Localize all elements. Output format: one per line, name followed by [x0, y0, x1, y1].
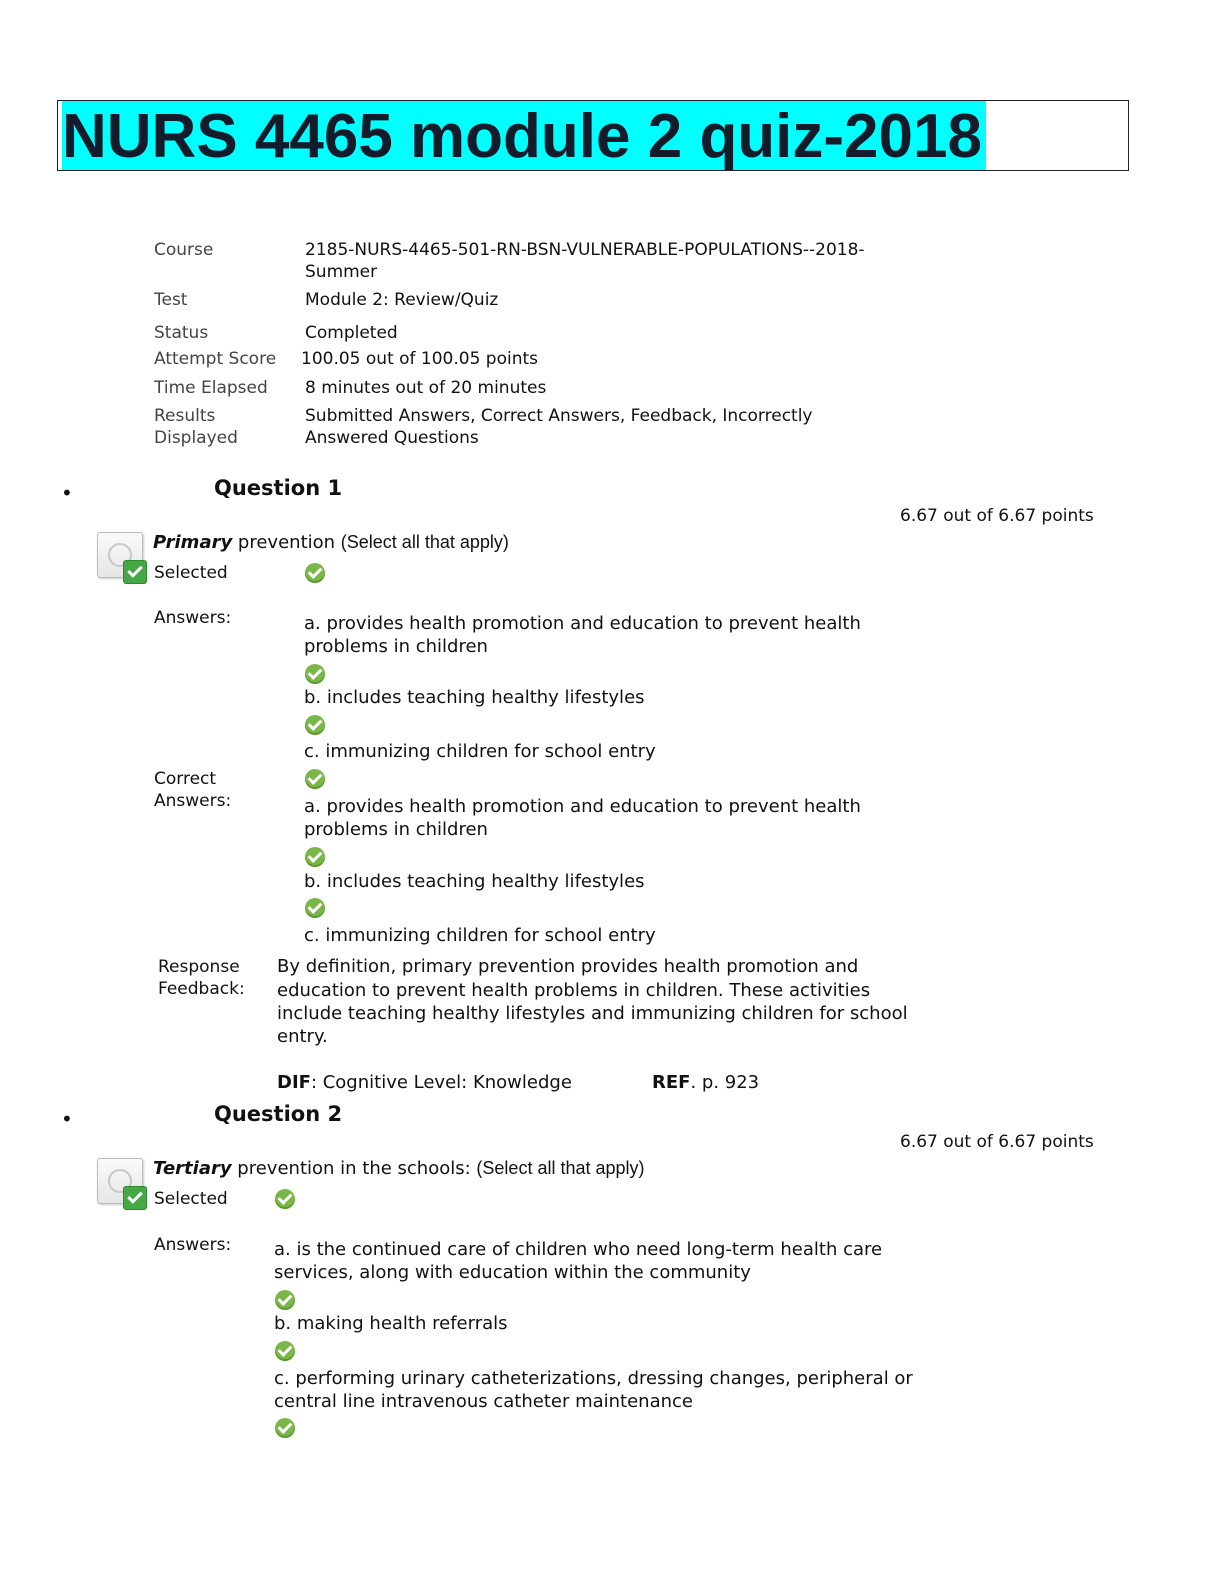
document-title: NURS 4465 module 2 quiz-2018 — [62, 101, 986, 170]
ref-value: . p. 923 — [690, 1072, 760, 1093]
check-icon — [305, 715, 325, 735]
time-label: Time Elapsed — [154, 378, 268, 398]
correct-label-line1: Correct — [154, 769, 217, 789]
results-value-line2: Answered Questions — [305, 428, 479, 448]
course-value-line1: 2185-NURS-4465-501-RN-BSN-VULNERABLE-POPULATIONS--2018- — [305, 240, 865, 260]
feedback-line3: include teaching healthy lifestyles and immunizing children for school — [277, 1003, 908, 1024]
results-label-line1: Results — [154, 406, 216, 426]
status-value: Completed — [305, 323, 398, 343]
test-value: Module 2: Review/Quiz — [305, 290, 499, 310]
question-1-prompt — [153, 532, 509, 553]
test-label: Test — [154, 290, 188, 310]
correct-answer-c: c. immunizing children for school entry — [304, 925, 656, 946]
score-value: 100.05 out of 100.05 points — [301, 349, 539, 369]
dif-value: : Cognitive Level: Knowledge — [310, 1072, 572, 1093]
feedback-label-line2: Feedback: — [158, 979, 245, 999]
selected-answer-a-line1: a. is the continued care of children who need long-term health care — [274, 1239, 883, 1260]
selected-answer-a-line2: problems in children — [304, 636, 488, 657]
correct-answer-a-line1: a. provides health promotion and education to prevent health — [304, 796, 861, 817]
title-box — [57, 100, 1129, 171]
prompt-emphasis: Primary — [153, 532, 233, 553]
check-icon — [275, 1341, 295, 1361]
score-label: Attempt Score — [154, 349, 277, 369]
bullet: • — [61, 481, 73, 505]
selected-answer-a-line2: services, along with education within the community — [274, 1262, 751, 1283]
status-label: Status — [154, 323, 209, 343]
correct-answer-b: b. includes teaching healthy lifestyles — [304, 871, 645, 892]
check-icon — [275, 1290, 295, 1310]
question-2-prompt — [153, 1158, 645, 1179]
selected-answer-c-line2: central line intravenous catheter maintenance — [274, 1391, 693, 1412]
answers-label: Answers: — [154, 1235, 232, 1255]
feedback-label-line1: Response — [158, 957, 240, 977]
check-icon — [305, 769, 325, 789]
question-2-title: Question 2 — [214, 1102, 343, 1126]
prompt-hint: (Select all that apply) — [340, 532, 509, 552]
prompt-hint: (Select all that apply) — [476, 1158, 645, 1178]
check-icon — [305, 847, 325, 867]
prompt-rest: prevention in the schools: — [231, 1158, 471, 1179]
feedback-line2: education to prevent health problems in children. These activities — [277, 980, 871, 1001]
selected-answer-b: b. includes teaching healthy lifestyles — [304, 687, 645, 708]
selected-answer-c: c. immunizing children for school entry — [304, 741, 656, 762]
feedback-line1: By definition, primary prevention provides health promotion and — [277, 956, 859, 977]
check-icon — [305, 664, 325, 684]
check-icon — [305, 563, 325, 583]
prompt-emphasis: Tertiary — [153, 1158, 232, 1179]
selected-answer-a-line1: a. provides health promotion and education to prevent health — [304, 613, 861, 634]
reference-info — [652, 1072, 759, 1093]
selected-label: Selected — [154, 1189, 228, 1209]
dif-label: DIF — [277, 1072, 311, 1093]
question-correct-icon — [97, 1158, 149, 1208]
check-icon — [275, 1418, 295, 1438]
question-1-points: 6.67 out of 6.67 points — [900, 506, 1094, 526]
selected-answer-c-line1: c. performing urinary catheterizations, dressing changes, peripheral or — [274, 1368, 913, 1389]
ref-label: REF — [652, 1072, 691, 1093]
question-1-title: Question 1 — [214, 476, 343, 500]
question-correct-icon — [97, 532, 149, 582]
check-icon — [305, 898, 325, 918]
bullet: • — [61, 1107, 73, 1131]
answers-label: Answers: — [154, 608, 232, 628]
prompt-rest: prevention — [232, 532, 336, 553]
selected-answer-b: b. making health referrals — [274, 1313, 508, 1334]
feedback-line4: entry. — [277, 1026, 328, 1047]
course-value-line2: Summer — [305, 262, 378, 282]
check-icon — [275, 1189, 295, 1209]
selected-label: Selected — [154, 563, 228, 583]
correct-label-line2: Answers: — [154, 791, 232, 811]
time-value: 8 minutes out of 20 minutes — [305, 378, 547, 398]
question-2-points: 6.67 out of 6.67 points — [900, 1132, 1094, 1152]
course-label: Course — [154, 240, 214, 260]
results-label-line2: Displayed — [154, 428, 238, 448]
results-value-line1: Submitted Answers, Correct Answers, Feedback, Incorrectly — [305, 406, 813, 426]
correct-answer-a-line2: problems in children — [304, 819, 488, 840]
difficulty-info — [277, 1072, 572, 1093]
